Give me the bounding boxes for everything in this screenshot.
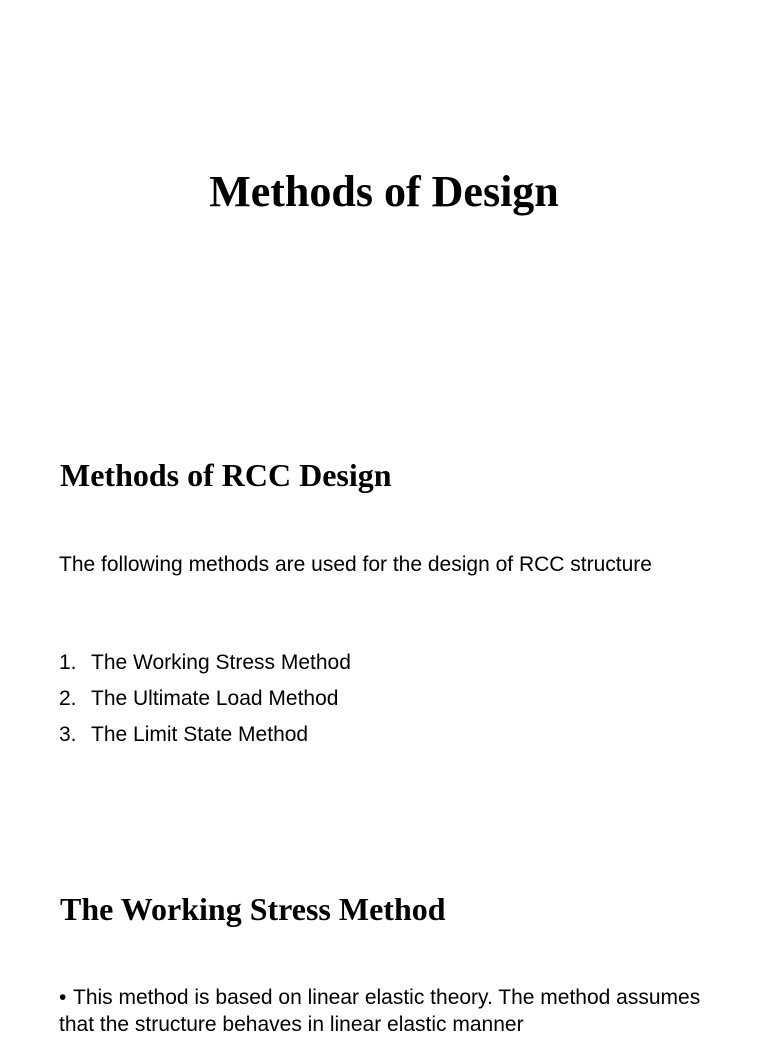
list-item [59, 649, 351, 676]
slide-title: Methods of Design [209, 167, 559, 216]
section-heading-rcc-design: Methods of RCC Design [60, 457, 392, 493]
list-number: 3. [59, 723, 77, 746]
list-item-label: The Ultimate Load Method [91, 687, 339, 710]
list-item [59, 685, 351, 712]
bullet-text: This method is based on linear elastic theory. The method assumes that the structure behaves in linear elastic manner [59, 986, 701, 1036]
list-item [59, 721, 351, 748]
list-number: 1. [59, 651, 77, 674]
bullet-icon: • [59, 986, 67, 1009]
list-item-label: The Limit State Method [91, 723, 309, 746]
section-heading-working-stress: The Working Stress Method [60, 891, 446, 927]
list-number: 2. [59, 687, 77, 710]
intro-paragraph: The following methods are used for the design of RCC structure [59, 553, 652, 576]
bullet-paragraph [59, 984, 709, 1038]
list-item-label: The Working Stress Method [91, 651, 351, 674]
methods-list [59, 649, 351, 757]
